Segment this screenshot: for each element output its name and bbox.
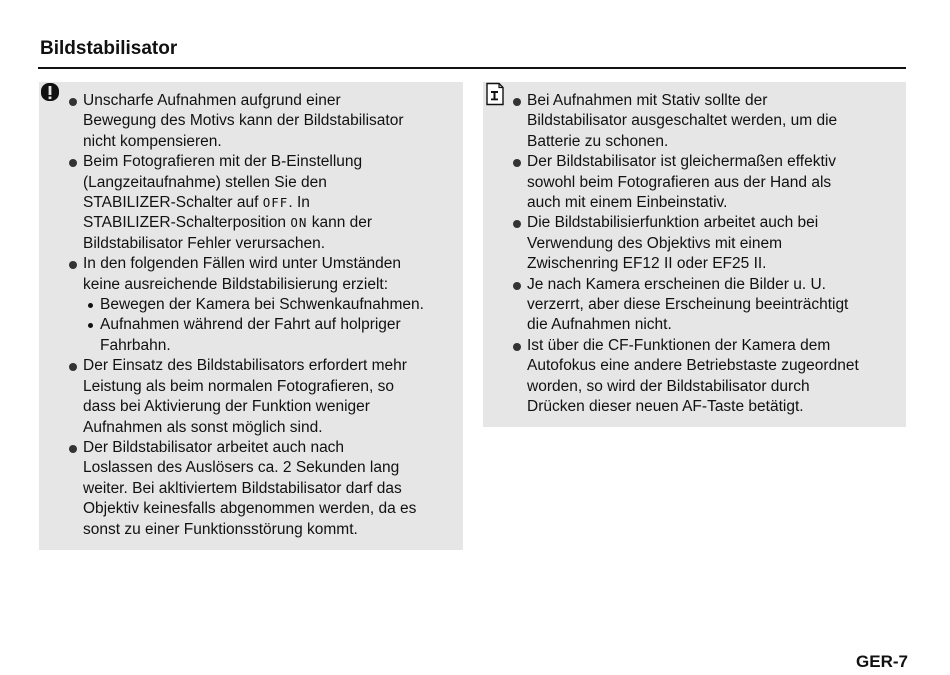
bullet-icon [513, 220, 521, 228]
caution-item [69, 152, 424, 254]
text-line: Die Bildstabilisierfunktion arbeitet auch bei [527, 214, 819, 232]
text-line: weiter. Bei akltiviertem Bildstabilisator darf das [83, 479, 402, 497]
caution-item [69, 356, 424, 438]
text-line: Der Bildstabilisator ist gleichermaßen effektiv [527, 153, 836, 171]
sub-bullet-icon [88, 323, 93, 328]
caution-item [69, 91, 424, 152]
text-line: Beim Fotografieren mit der B-Einstellung [83, 153, 363, 171]
text-segment: STABILIZER-Schalter auf [83, 194, 263, 212]
text-line: auch mit einem Einbeinstativ. [527, 194, 728, 212]
text-line: Der Einsatz des Bildstabilisators erfordert mehr [83, 357, 407, 375]
text-line: Ist über die CF-Funktionen der Kamera dem [527, 336, 831, 354]
caution-item [69, 438, 424, 540]
note-item [513, 213, 859, 274]
text-line: Bei Aufnahmen mit Stativ sollte der [527, 92, 768, 109]
switch-on-label: ON [290, 215, 308, 231]
text-line: sowohl beim Fotografieren aus der Hand als [527, 173, 832, 191]
caution-list [69, 91, 424, 540]
text-line: Bewegung des Motivs kann der Bildstabilisator [83, 112, 404, 130]
switch-off-label: OFF [262, 195, 289, 211]
text-line: Objektiv keinesfalls abgenommen werden, da es [83, 500, 417, 518]
note-item [513, 91, 859, 152]
note-item [513, 152, 859, 213]
text-line: Je nach Kamera erscheinen die Bilder u. U. [527, 275, 826, 293]
text-line: worden, so wird der Bildstabilisator durch [527, 377, 810, 395]
caution-subitem [69, 315, 424, 356]
text-line [83, 213, 424, 233]
caution-item [69, 254, 424, 295]
text-segment: . In [288, 194, 310, 212]
text-line: keine ausreichende Bildstabilisierung erzielt: [83, 275, 389, 293]
caution-box [39, 82, 463, 550]
text-line: Unscharfe Aufnahmen aufgrund einer [83, 92, 341, 109]
bullet-icon [69, 445, 77, 453]
caution-icon [40, 82, 60, 104]
text-segment: kann der [307, 214, 373, 232]
text-line [83, 193, 424, 213]
bullet-icon [513, 343, 521, 351]
page-title: Bildstabilisator [40, 38, 178, 59]
text-line: Batterie zu schonen. [527, 132, 669, 150]
text-line: Drücken dieser neuen AF-Taste betätigt. [527, 398, 804, 416]
text-line: sonst zu einer Funktionsstörung kommt. [83, 520, 358, 538]
title-rule [38, 67, 906, 69]
text-line: Bildstabilisator ausgeschaltet werden, um die [527, 112, 838, 130]
note-item [513, 336, 859, 418]
text-line: verzerrt, aber diese Erscheinung beeinträchtigt [527, 296, 849, 314]
text-segment: STABILIZER-Schalterposition [83, 214, 291, 232]
bullet-icon [69, 363, 77, 371]
text-line: Autofokus eine andere Betriebstaste zugeordnet [527, 357, 859, 375]
text-line: Bewegen der Kamera bei Schwenkaufnahmen. [100, 296, 424, 314]
text-line: In den folgenden Fällen wird unter Umständen [83, 255, 401, 273]
text-line: (Langzeitaufnahme) stellen Sie den [83, 173, 327, 191]
caution-subitem [69, 295, 424, 315]
note-item [513, 275, 859, 336]
bullet-icon [69, 98, 77, 106]
text-line: Loslassen des Auslösers ca. 2 Sekunden lang [83, 459, 400, 477]
sub-bullet-icon [88, 303, 93, 308]
text-line: Aufnahmen während der Fahrt auf holpriger [100, 316, 401, 334]
note-box [483, 82, 906, 427]
text-line: Der Bildstabilisator arbeitet auch nach [83, 438, 345, 456]
bullet-icon [69, 261, 77, 269]
bullet-icon [69, 159, 77, 167]
bullet-icon [513, 98, 521, 106]
text-line: Bildstabilisator Fehler verursachen. [83, 234, 326, 252]
text-line: Verwendung des Objektivs mit einem [527, 234, 783, 252]
text-line: Leistung als beim normalen Fotografieren, so [83, 377, 395, 395]
note-list [513, 91, 859, 418]
text-line: Aufnahmen als sonst möglich sind. [83, 418, 323, 436]
page-number: GER-7 [856, 652, 908, 671]
text-line: Fahrbahn. [100, 336, 171, 354]
bullet-icon [513, 159, 521, 167]
bullet-icon [513, 282, 521, 290]
text-line: dass bei Aktivierung der Funktion weniger [83, 398, 370, 416]
text-line: nicht kompensieren. [83, 132, 222, 150]
text-line: die Aufnahmen nicht. [527, 316, 672, 334]
text-line: Zwischenring EF12 II oder EF25 II. [527, 255, 767, 273]
note-icon [484, 82, 506, 106]
